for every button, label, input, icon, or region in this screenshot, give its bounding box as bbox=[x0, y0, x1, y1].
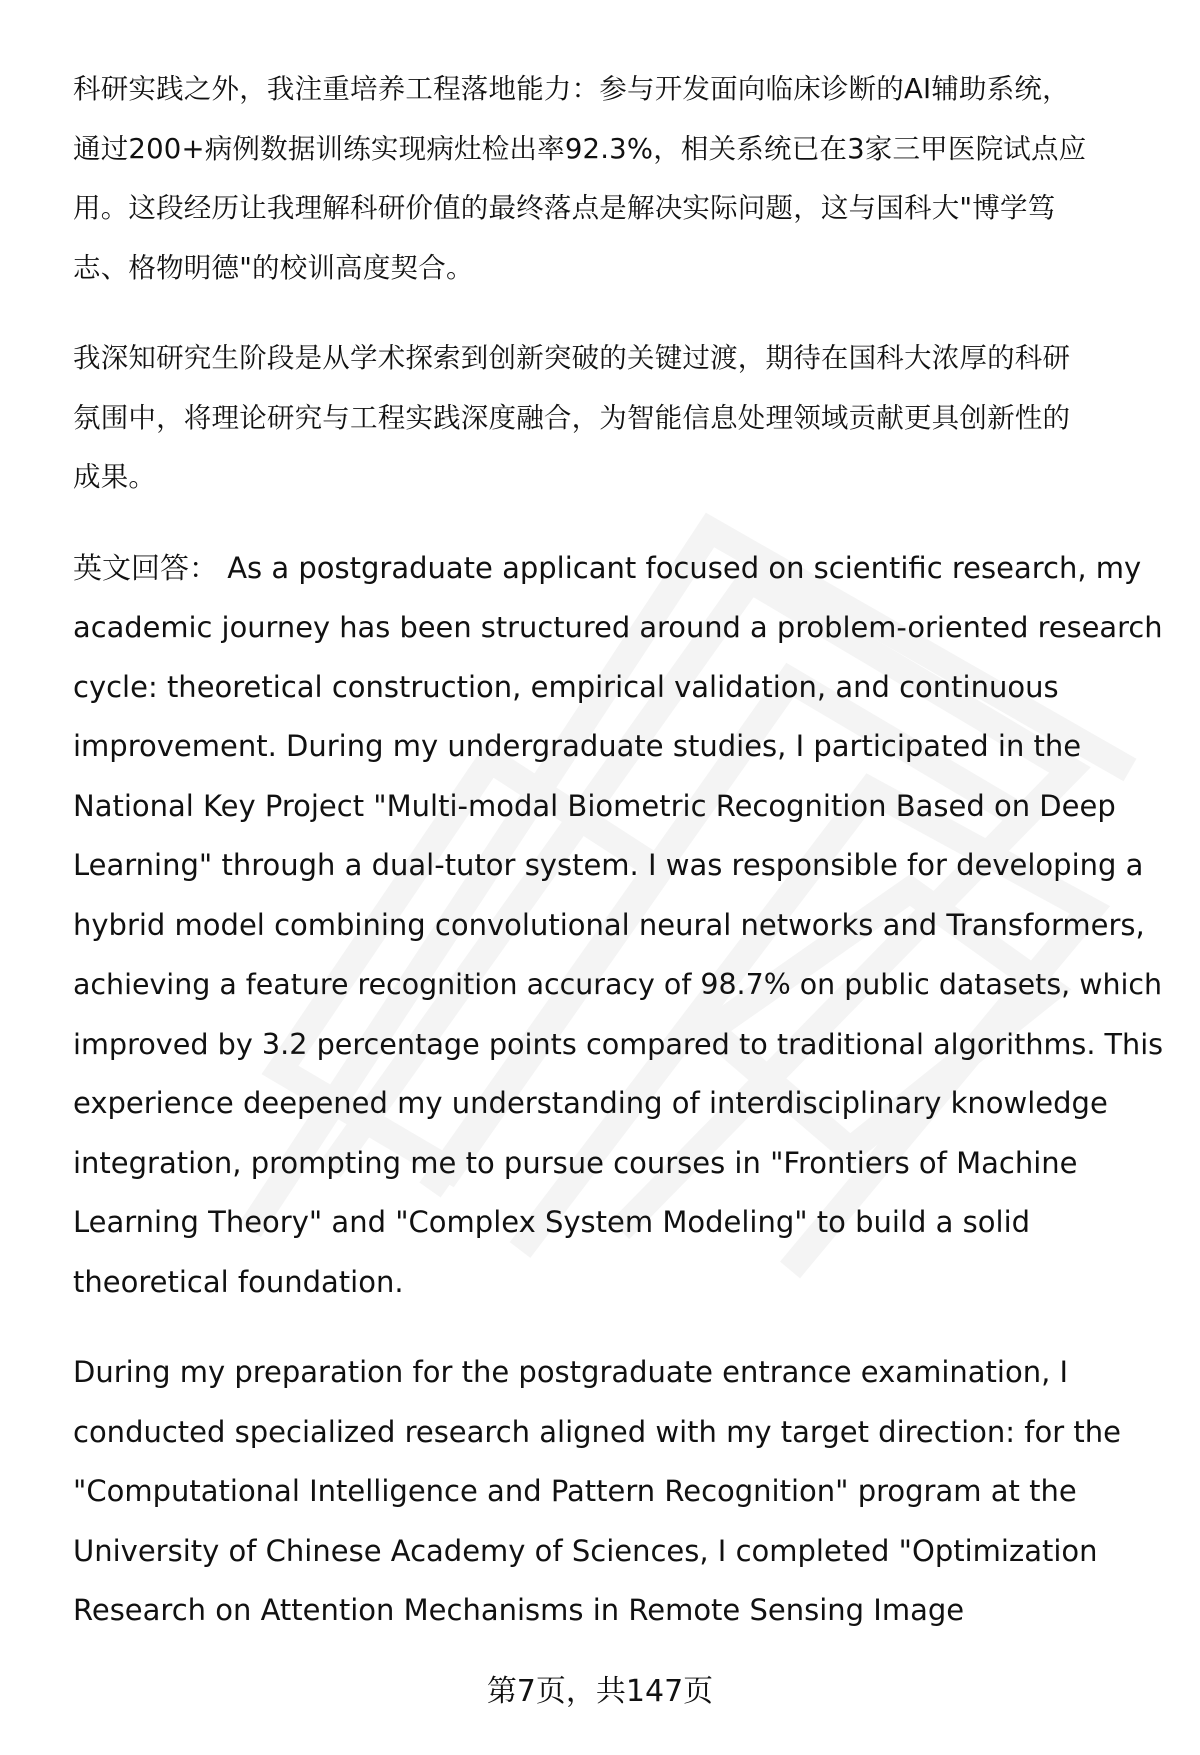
text-line: 科研实践之外，我注重培养工程落地能力：参与开发面向临床诊断的AI辅助系统， bbox=[73, 73, 1070, 105]
text-line: improved by 3.2 percentage points compared to traditional algorithms. This bbox=[73, 1026, 1164, 1061]
text-line: academic journey has been structured around a problem-oriented research bbox=[73, 610, 1163, 644]
text-line: Research on Attention Mechanisms in Remote Sensing Image bbox=[73, 1593, 965, 1627]
text-line: 氛围中，将理论研究与工程实践深度融合，为智能信息处理领域贡献更具创新性的 bbox=[73, 401, 1071, 434]
paragraph-exam-preparation bbox=[73, 1343, 1163, 1641]
text-line: experience deepened my understanding of interdisciplinary knowledge bbox=[73, 1086, 1108, 1120]
text-line: theoretical foundation. bbox=[73, 1264, 404, 1299]
paragraph-graduate-goal bbox=[73, 329, 1163, 508]
text-line: 成果。 bbox=[73, 461, 157, 493]
text-line: Learning Theory" and "Complex System Modeling" to build a solid bbox=[73, 1205, 1031, 1239]
text-line: 志、格物明德"的校训高度契合。 bbox=[73, 251, 474, 284]
text-line: 用。这段经历让我理解科研价值的最终落点是解决实际问题，这与国科大"博学笃 bbox=[73, 192, 1056, 224]
text-line: During my preparation for the postgraduate entrance examination, I bbox=[73, 1355, 1069, 1389]
text-line: National Key Project "Multi-modal Biometric Recognition Based on Deep bbox=[73, 788, 1116, 823]
text-line: 我深知研究生阶段是从学术探索到创新突破的关键过渡，期待在国科大浓厚的科研 bbox=[73, 342, 1071, 374]
paragraph-english-answer bbox=[73, 539, 1163, 1313]
page-number: 第7页，共147页 bbox=[486, 1674, 714, 1709]
text-line: "Computational Intelligence and Pattern Recognition" program at the bbox=[73, 1474, 1077, 1508]
text-line: achieving a feature recognition accuracy of 98.7% on public datasets, which bbox=[73, 968, 1163, 1001]
text-line: University of Chinese Academy of Sciences, I completed "Optimization bbox=[73, 1533, 1098, 1568]
text-line: cycle: theoretical construction, empirical validation, and continuous bbox=[73, 669, 1059, 704]
text-line: integration, prompting me to pursue courses in "Frontiers of Machine bbox=[73, 1145, 1078, 1180]
paragraph-engineering-practice bbox=[73, 60, 1163, 298]
text-line: conducted specialized research aligned with my target direction: for the bbox=[73, 1414, 1121, 1449]
text-line: Learning" through a dual-tutor system. I was responsible for developing a bbox=[73, 848, 1144, 882]
text-line: improvement. During my undergraduate studies, I participated in the bbox=[73, 729, 1082, 763]
page-content bbox=[73, 60, 1163, 1641]
text-line: 通过200+病例数据训练实现病灶检出率92.3%，相关系统已在3家三甲医院试点应 bbox=[73, 132, 1087, 165]
text-line: 英文回答： As a postgraduate applicant focused on scientific research, my bbox=[73, 550, 1142, 585]
text-line: hybrid model combining convolutional neural networks and Transformers, bbox=[73, 907, 1145, 942]
